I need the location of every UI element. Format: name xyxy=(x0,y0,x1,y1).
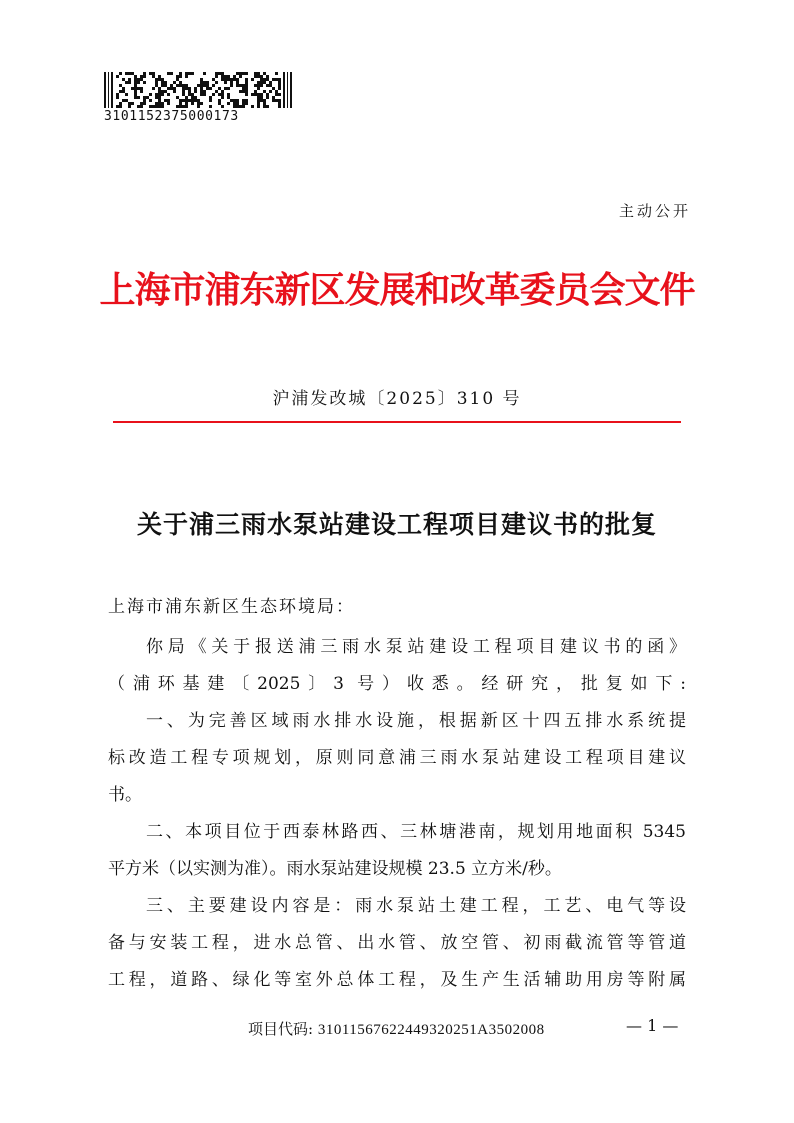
addressee: 上海市浦东新区生态环境局： xyxy=(108,597,355,617)
disclosure-label: 主动公开 xyxy=(618,202,691,220)
barcode-number: 3101152375000173 xyxy=(104,109,239,124)
body-line: 二、本项目位于西泰林路西、三林塘港南，规划用地面积 5345 xyxy=(146,822,686,842)
body-line: 你局《关于报送浦三雨水泵站建设工程项目建议书的函》 xyxy=(146,637,686,657)
body-line: 一、为完善区域雨水排水设施，根据新区十四五排水系统提 xyxy=(146,711,686,731)
body-line: 备与安装工程，进水总管、出水管、放空管、初雨截流管等管道 xyxy=(108,933,686,953)
project-code-value: 31011567622449320251A3502008 xyxy=(317,1022,545,1038)
body-line: 三、主要建设内容是：雨水泵站土建工程，工艺、电气等设 xyxy=(146,896,686,916)
body-line: （浦环基建〔2025〕3 号）收悉。经研究，批复如下: xyxy=(108,674,686,694)
body-line: 平方米（以实测为准）。雨水泵站建设规模 23.5 立方米/秒。 xyxy=(108,859,562,879)
body-line: 书。 xyxy=(108,785,142,805)
project-code-label: 项目代码: xyxy=(248,1020,314,1038)
red-divider xyxy=(113,421,681,423)
body-line: 工程，道路、绿化等室外总体工程，及生产生活辅助用房等附属 xyxy=(108,970,686,990)
body-line: 标改造工程专项规划，原则同意浦三雨水泵站建设工程项目建议 xyxy=(108,748,686,768)
header-title: 上海市浦东新区发展和改革委员会文件 xyxy=(99,269,695,311)
project-code xyxy=(248,1018,545,1039)
page-number: — 1 — xyxy=(626,1016,679,1035)
document-number: 沪浦发改城〔2025〕310 号 xyxy=(272,389,522,409)
barcode-icon xyxy=(104,72,292,108)
document-subject: 关于浦三雨水泵站建设工程项目建议书的批复 xyxy=(136,510,657,539)
